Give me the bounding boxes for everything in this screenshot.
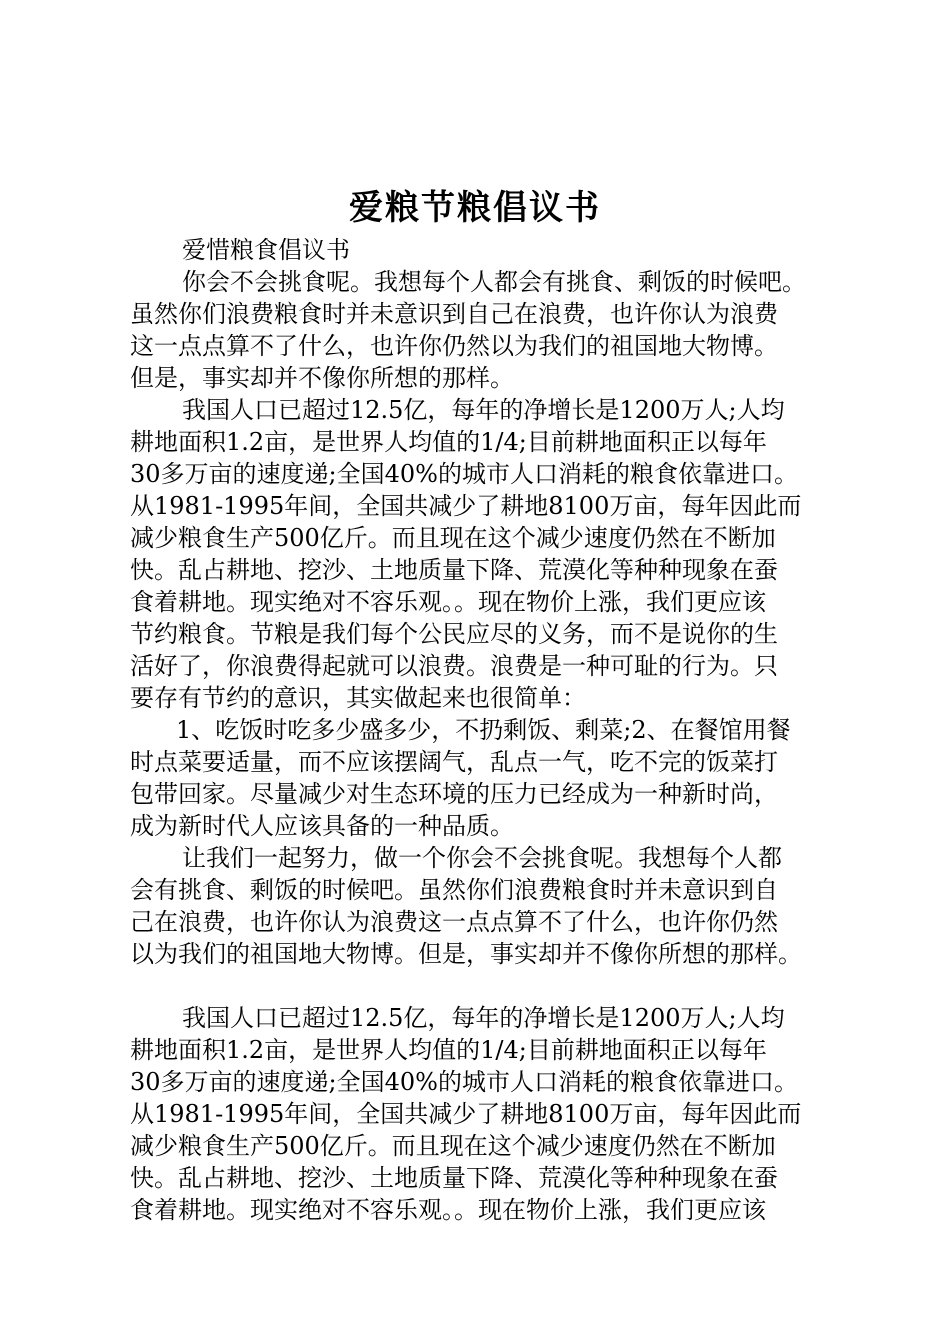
paragraph-line: 30多万亩的速度递;全国40%的城市人口消耗的粮食依靠进口。 xyxy=(130,1068,798,1096)
paragraph-line: 要存有节约的意识，其实做起来也很简单： xyxy=(130,684,586,712)
paragraph-line: 从1981-1995年间，全国共减少了耕地8100万亩，每年因此而 xyxy=(130,1100,802,1128)
document-body xyxy=(130,234,850,1226)
paragraph-line: 我国人口已超过12.5亿，每年的净增长是1200万人;人均 xyxy=(182,396,785,424)
paragraph-line: 减少粮食生产500亿斤。而且现在这个减少速度仍然在不断加 xyxy=(130,524,776,552)
document-title: 爱粮节粮倡议书 xyxy=(349,188,601,228)
paragraph-line: 减少粮食生产500亿斤。而且现在这个减少速度仍然在不断加 xyxy=(130,1132,776,1160)
subtitle-line: 爱惜粮食倡议书 xyxy=(182,236,350,264)
paragraph-line: 以为我们的祖国地大物博。但是，事实却并不像你所想的那样。 xyxy=(130,940,802,968)
paragraph-line: 活好了，你浪费得起就可以浪费。浪费是一种可耻的行为。只 xyxy=(130,652,778,680)
list-item-line: 1、吃饭时吃多少盛多少，不扔剩饭、剩菜;2、在餐馆用餐 xyxy=(176,716,791,744)
paragraph-line: 会有挑食、剩饭的时候吧。虽然你们浪费粮食时并未意识到自 xyxy=(130,876,778,904)
paragraph-line: 食着耕地。现实绝对不容乐观。。现在物价上涨，我们更应该 xyxy=(130,1196,766,1224)
paragraph-line: 你会不会挑食呢。我想每个人都会有挑食、剩饭的时候吧。 xyxy=(182,268,806,296)
paragraph-line: 快。乱占耕地、挖沙、土地质量下降、荒漠化等种种现象在蚕 xyxy=(130,1164,778,1192)
paragraph-line: 虽然你们浪费粮食时并未意识到自己在浪费，也许你认为浪费 xyxy=(130,300,778,328)
paragraph-line: 从1981-1995年间，全国共减少了耕地8100万亩，每年因此而 xyxy=(130,492,802,520)
paragraph-line: 快。乱占耕地、挖沙、土地质量下降、荒漠化等种种现象在蚕 xyxy=(130,556,778,584)
paragraph-spacer xyxy=(130,970,850,1002)
paragraph-line: 让我们一起努力，做一个你会不会挑食呢。我想每个人都 xyxy=(182,844,782,872)
paragraph-line: 30多万亩的速度递;全国40%的城市人口消耗的粮食依靠进口。 xyxy=(130,460,798,488)
paragraph-line: 己在浪费，也许你认为浪费这一点点算不了什么，也许你仍然 xyxy=(130,908,778,936)
paragraph-line: 我国人口已超过12.5亿，每年的净增长是1200万人;人均 xyxy=(182,1004,785,1032)
paragraph-line: 耕地面积1.2亩，是世界人均值的1/4;目前耕地面积正以每年 xyxy=(130,1036,767,1064)
paragraph-line: 但是，事实却并不像你所想的那样。 xyxy=(130,364,514,392)
paragraph-line: 食着耕地。现实绝对不容乐观。。现在物价上涨，我们更应该 xyxy=(130,588,766,616)
paragraph-line: 这一点点算不了什么，也许你仍然以为我们的祖国地大物博。 xyxy=(130,332,778,360)
paragraph-line: 耕地面积1.2亩，是世界人均值的1/4;目前耕地面积正以每年 xyxy=(130,428,767,456)
paragraph-line: 成为新时代人应该具备的一种品质。 xyxy=(130,812,514,840)
paragraph-line: 节约粮食。节粮是我们每个公民应尽的义务，而不是说你的生 xyxy=(130,620,778,648)
paragraph-line: 包带回家。尽量减少对生态环境的压力已经成为一种新时尚， xyxy=(130,780,778,808)
paragraph-line: 时点菜要适量，而不应该摆阔气，乱点一气，吃不完的饭菜打 xyxy=(130,748,778,776)
